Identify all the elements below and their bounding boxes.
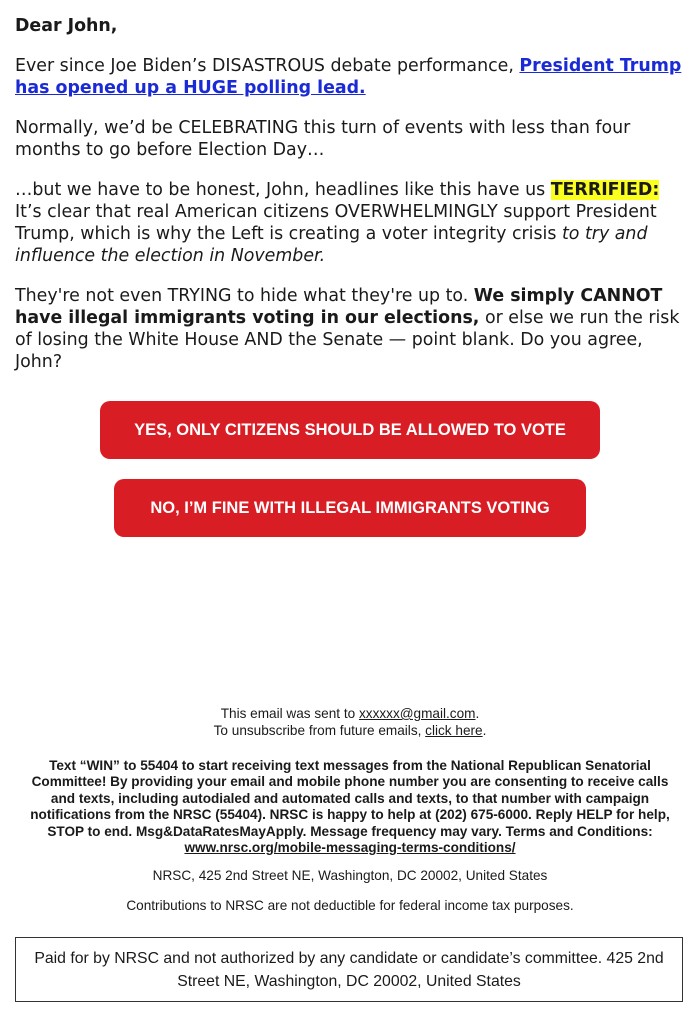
sent-to-prefix: This email was sent to xyxy=(220,706,359,721)
tax-disclaimer: Contributions to NRSC are not deductible for federal income tax purposes. xyxy=(126,898,574,913)
email-body xyxy=(15,15,690,391)
greeting: Dear John, xyxy=(15,16,118,36)
unsubscribe-link[interactable]: click here xyxy=(425,723,483,738)
terrified-highlight: TERRIFIED: xyxy=(550,180,660,200)
yes-citizens-only-button[interactable]: YES, ONLY CITIZENS SHOULD BE ALLOWED TO VOTE xyxy=(100,401,600,459)
recipient-email-link[interactable]: xxxxxx@gmail.com xyxy=(358,706,476,721)
polling-lead-link[interactable]: President Trump has opened up a HUGE polling lead. xyxy=(15,56,682,98)
unsubscribe-suffix: . xyxy=(482,723,487,738)
immigrants-bold: We simply CANNOT have illegal immigrants voting in our elections, xyxy=(15,286,663,328)
terrified-lead: …but we have to be honest, John, headlines like this have us xyxy=(15,180,551,200)
paragraph-terrified xyxy=(15,179,690,267)
paragraph-debate-text: Ever since Joe Biden’s DISASTROUS debate performance, xyxy=(15,56,520,76)
terrified-middle: It’s clear that real American citizens OVERWHELMINGLY support President Trump, which is why the Left is creating a voter integrity crisis xyxy=(15,202,657,244)
terrified-italic: to try and influence the election in November. xyxy=(15,224,648,266)
unsubscribe-prefix: To unsubscribe from future emails, xyxy=(213,723,426,738)
paid-for-text: Paid for by NRSC and not authorized by any candidate or candidate’s committee. 425 2nd Street NE, Washington, DC 20002, United States xyxy=(34,950,664,990)
sms-disclaimer xyxy=(0,758,700,856)
paragraph-immigrants xyxy=(15,285,690,373)
terms-conditions-link[interactable]: www.nrsc.org/mobile-messaging-terms-conditions/ xyxy=(184,840,516,856)
org-address: NRSC, 425 2nd Street NE, Washington, DC 20002, United States xyxy=(152,868,548,883)
footer-sent-to xyxy=(0,705,700,739)
no-fine-with-illegal-voting-button[interactable]: NO, I’M FINE WITH ILLEGAL IMMIGRANTS VOTING xyxy=(114,479,586,537)
sms-disclaimer-text: Text “WIN” to 55404 to start receiving text messages from the National Republican Senatorial Committee! By providing your email and mobile phone number you are consenting to receive calls and texts, including autodialed and automated calls and texts, to that number with campaign notifications from the NRSC (55404). NRSC is happy to help at (202) 675-6000. Reply HELP for help, STOP to end. Msg&DataRatesMayApply. Message frequency may vary. Terms and Conditions: xyxy=(30,758,670,839)
no-button-wrap xyxy=(0,479,700,537)
immigrants-tail: or else we run the risk of losing the White House AND the Senate — point blank. Do you agree, John? xyxy=(15,308,680,372)
paragraph-debate xyxy=(15,55,690,99)
paid-for-disclaimer-box xyxy=(15,937,683,1002)
sent-to-suffix: . xyxy=(475,706,480,721)
paragraph-celebrating: Normally, we’d be CELEBRATING this turn of events with less than four months to go before Election Day… xyxy=(15,118,631,160)
yes-button-wrap xyxy=(0,401,700,459)
immigrants-lead: They're not even TRYING to hide what they're up to. xyxy=(15,286,474,306)
